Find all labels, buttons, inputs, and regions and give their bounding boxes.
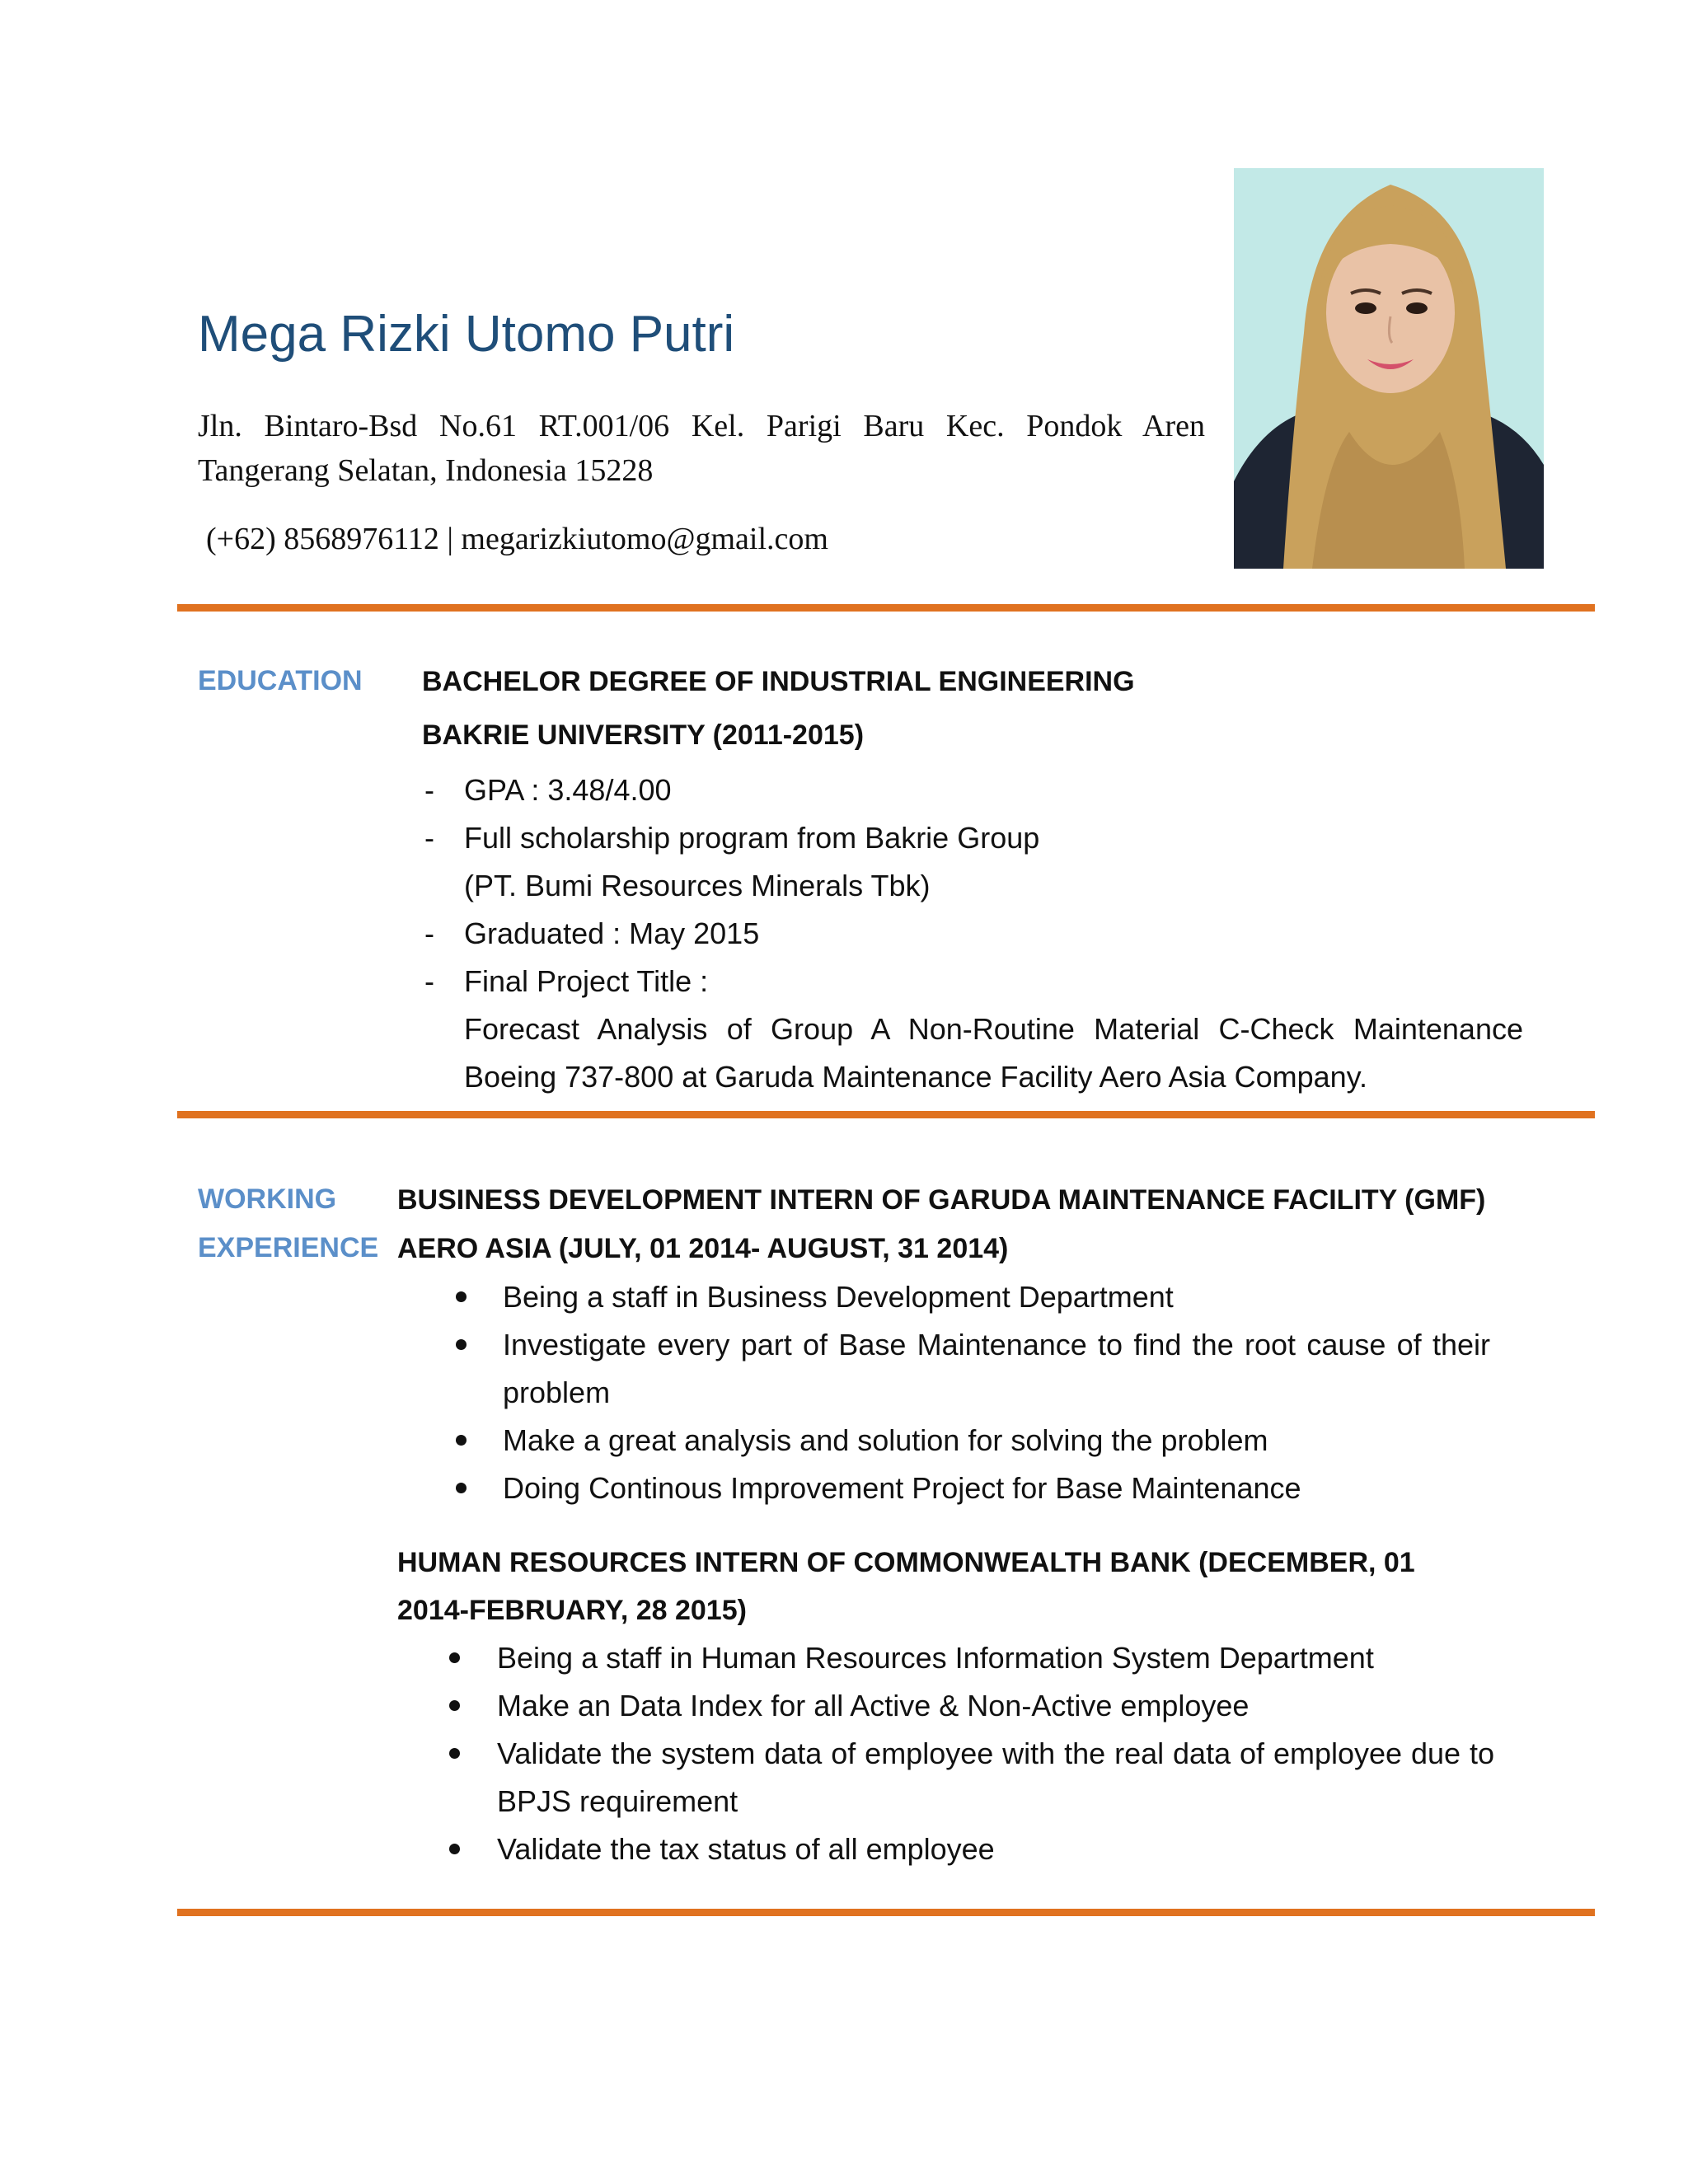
dash-marker: - bbox=[424, 821, 434, 855]
dash-marker: - bbox=[424, 773, 434, 807]
section-label-education: EDUCATION bbox=[198, 665, 363, 696]
list-item: GPA : 3.48/4.00 bbox=[464, 773, 672, 807]
list-item: Full scholarship program from Bakrie Group bbox=[464, 821, 1040, 855]
list-item: Investigate every part of Base Maintenance to find the root cause of their problem bbox=[503, 1328, 1490, 1409]
list-item: Make a great analysis and solution for solving the problem bbox=[503, 1423, 1268, 1457]
list-item: Make an Data Index for all Active & Non-Active employee bbox=[497, 1689, 1250, 1722]
profile-photo bbox=[1234, 168, 1544, 569]
list-item: Doing Continous Improvement Project for Base Maintenance bbox=[503, 1471, 1301, 1505]
bullet-icon bbox=[456, 1483, 467, 1493]
section-divider bbox=[177, 1909, 1595, 1916]
section-divider bbox=[177, 1111, 1595, 1118]
section-label-working: WORKING bbox=[198, 1183, 337, 1215]
job-title: BUSINESS DEVELOPMENT INTERN OF GARUDA MAINTENANCE FACILITY (GMF) bbox=[397, 1184, 1486, 1216]
bullet-icon bbox=[456, 1339, 467, 1350]
list-item: Validate the system data of employee with the real data of employee due to BPJS requirement bbox=[497, 1736, 1494, 1818]
list-item: Final Project Title : bbox=[464, 964, 709, 998]
job-title: HUMAN RESOURCES INTERN OF COMMONWEALTH BANK (DECEMBER, 01 bbox=[397, 1547, 1415, 1578]
education-degree: BACHELOR DEGREE OF INDUSTRIAL ENGINEERING bbox=[422, 666, 1135, 697]
address: Jln. Bintaro-Bsd No.61 RT.001/06 Kel. Parigi Baru Kec. Pondok Aren Tangerang Selatan, Indonesia 15228 bbox=[198, 409, 1205, 488]
candidate-name: Mega Rizki Utomo Putri bbox=[198, 306, 735, 363]
dash-marker: - bbox=[424, 916, 434, 950]
bullet-icon bbox=[449, 1700, 460, 1711]
education-university: BAKRIE UNIVERSITY (2011-2015) bbox=[422, 719, 865, 751]
bullet-icon bbox=[456, 1435, 467, 1446]
dash-marker: - bbox=[424, 964, 434, 998]
list-item: Being a staff in Human Resources Information System Department bbox=[497, 1641, 1374, 1675]
list-item: Being a staff in Business Development Department bbox=[503, 1280, 1174, 1314]
contact-info: (+62) 8568976112 | megarizkiutomo@gmail.com bbox=[206, 522, 828, 556]
bullet-icon bbox=[449, 1844, 460, 1854]
job-title-continuation: AERO ASIA (JULY, 01 2014- AUGUST, 31 2014) bbox=[397, 1233, 1009, 1264]
section-divider bbox=[177, 604, 1595, 612]
section-label-experience: EXPERIENCE bbox=[198, 1232, 379, 1263]
portrait-illustration bbox=[1234, 168, 1544, 569]
final-project-title: Forecast Analysis of Group A Non-Routine Material C-Check Maintenance Boeing 737-800 at Garuda Maintenance Facility Aero Asia Company. bbox=[464, 1012, 1523, 1094]
bullet-icon bbox=[449, 1748, 460, 1759]
list-item-continuation: (PT. Bumi Resources Minerals Tbk) bbox=[464, 869, 931, 902]
list-item: Graduated : May 2015 bbox=[464, 916, 760, 950]
bullet-icon bbox=[456, 1291, 467, 1302]
bullet-icon bbox=[449, 1652, 460, 1663]
job-title-continuation: 2014-FEBRUARY, 28 2015) bbox=[397, 1595, 747, 1626]
list-item: Validate the tax status of all employee bbox=[497, 1832, 995, 1866]
